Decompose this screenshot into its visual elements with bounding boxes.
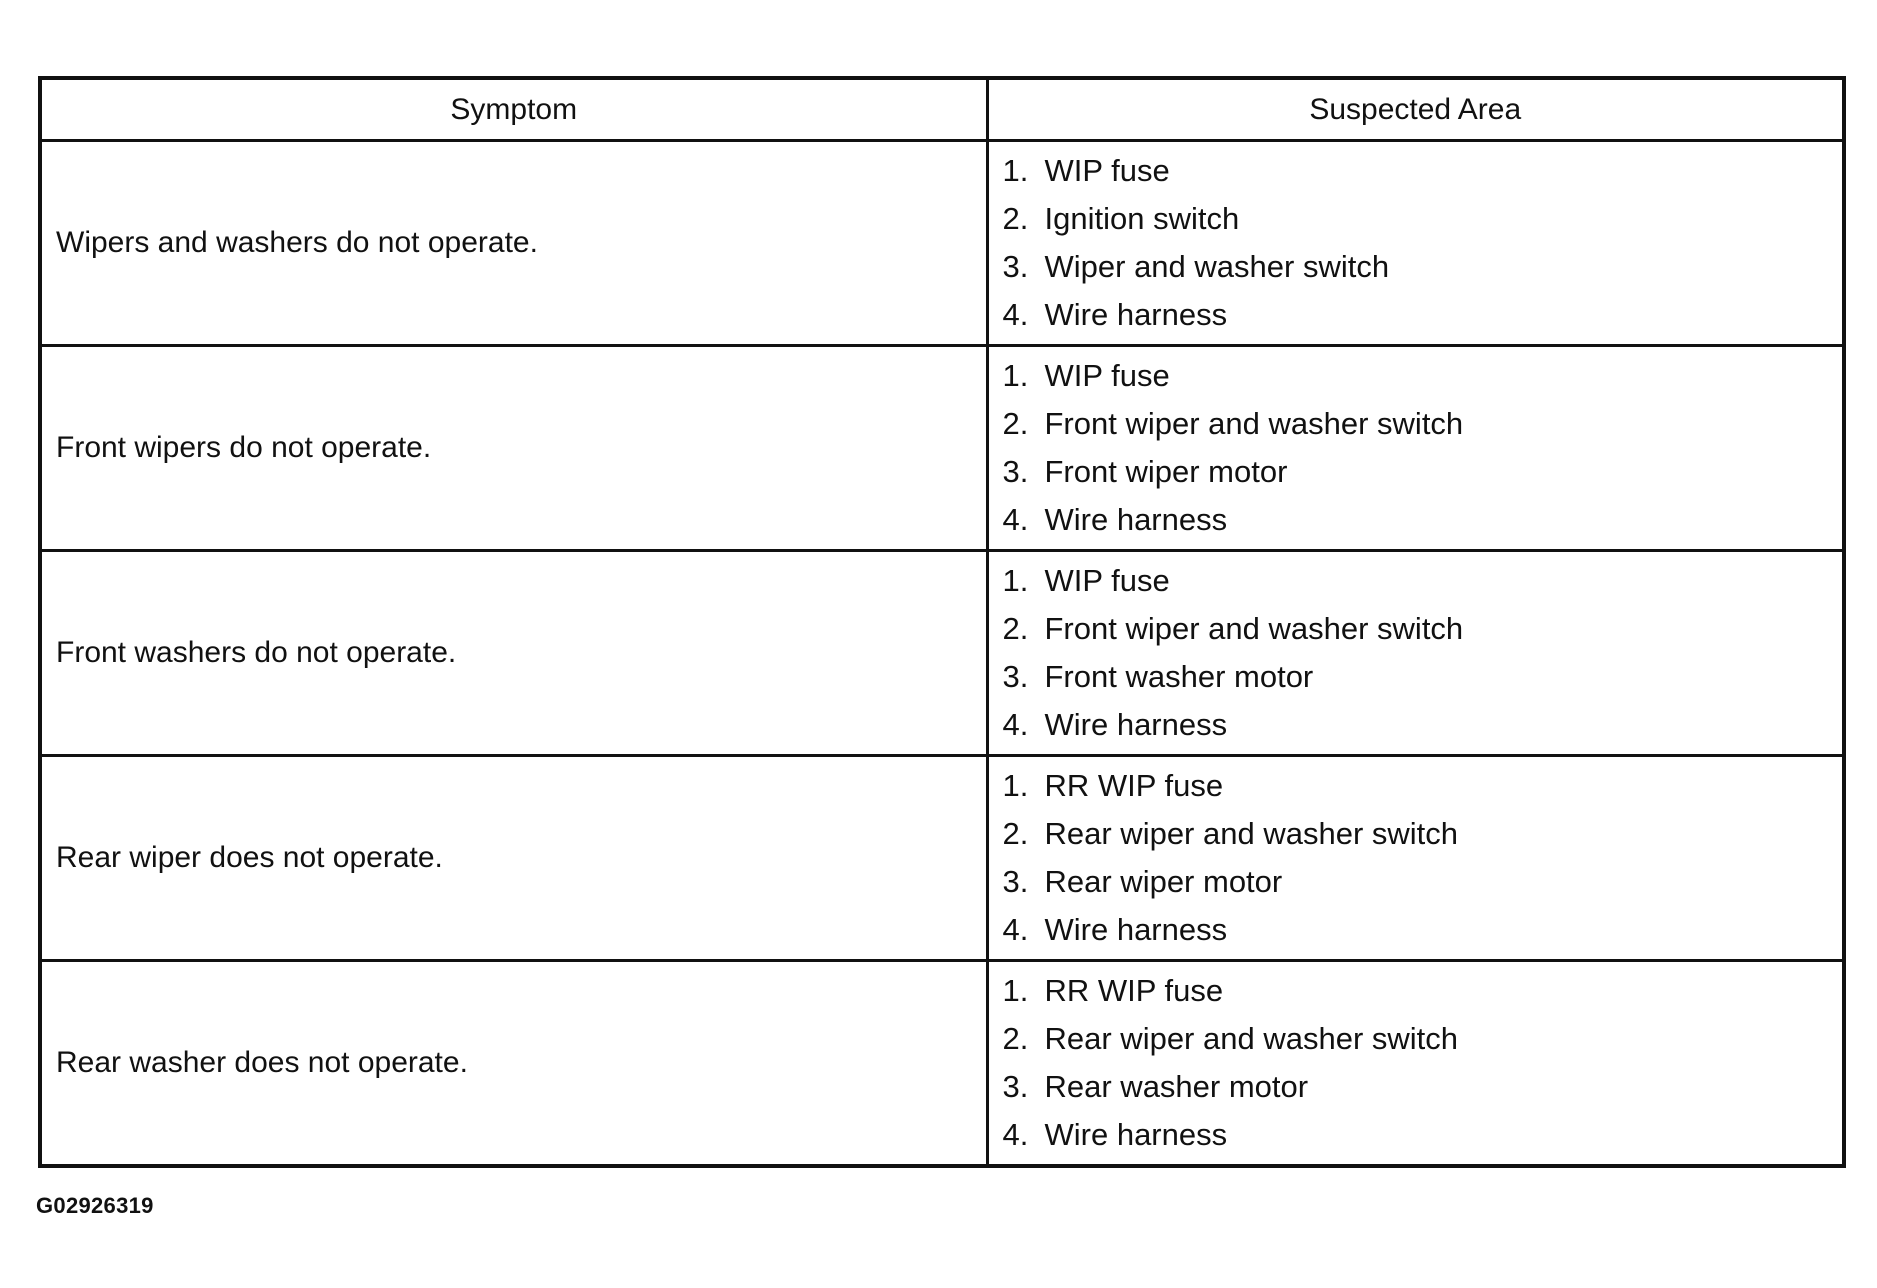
item-text: Wiper and washer switch [1044, 249, 1390, 284]
symptom-cell: Wipers and washers do not operate. [40, 141, 987, 346]
suspected-area-cell [987, 756, 1844, 961]
item-text: Front washer motor [1044, 659, 1314, 694]
item-text: Wire harness [1044, 502, 1228, 537]
list-item [1003, 243, 1843, 291]
table-row [40, 961, 1844, 1167]
item-text: Front wiper motor [1044, 454, 1288, 489]
list-item [1003, 1015, 1843, 1063]
item-text: Wire harness [1044, 707, 1228, 742]
table-row [40, 141, 1844, 346]
symptom-table [38, 76, 1846, 1168]
item-text: Rear wiper and washer switch [1044, 816, 1459, 851]
item-number: 4. [1002, 912, 1029, 947]
suspected-area-cell [987, 551, 1844, 756]
item-text: WIP fuse [1044, 153, 1170, 188]
table-row [40, 756, 1844, 961]
figure-code: G02926319 [36, 1193, 154, 1218]
item-number: 2. [1002, 611, 1029, 646]
list-item [1003, 291, 1843, 339]
symptom-cell: Rear washer does not operate. [40, 961, 987, 1167]
item-number: 2. [1002, 406, 1029, 441]
suspected-area-list [1003, 352, 1843, 544]
suspected-area-list [1003, 557, 1843, 749]
suspected-area-cell [987, 346, 1844, 551]
symptom-cell: Front washers do not operate. [40, 551, 987, 756]
item-text: Front wiper and washer switch [1044, 406, 1464, 441]
list-item [1003, 147, 1843, 195]
list-item [1003, 1111, 1843, 1159]
header-symptom: Symptom [40, 78, 987, 141]
list-item [1003, 967, 1843, 1015]
table-row [40, 346, 1844, 551]
table-row [40, 551, 1844, 756]
symptom-cell: Front wipers do not operate. [40, 346, 987, 551]
suspected-area-cell [987, 961, 1844, 1167]
item-text: RR WIP fuse [1044, 973, 1224, 1008]
item-number: 2. [1002, 816, 1029, 851]
suspected-area-list [1003, 762, 1843, 954]
list-item [1003, 762, 1843, 810]
item-number: 4. [1002, 502, 1029, 537]
list-item [1003, 1063, 1843, 1111]
item-text: Wire harness [1044, 297, 1228, 332]
item-text: Rear wiper and washer switch [1044, 1021, 1459, 1056]
item-text: Front wiper and washer switch [1044, 611, 1464, 646]
item-number: 2. [1002, 201, 1029, 236]
item-text: Rear wiper motor [1044, 864, 1283, 899]
item-text: Wire harness [1044, 1117, 1228, 1152]
list-item [1003, 352, 1843, 400]
item-text: Rear washer motor [1044, 1069, 1309, 1104]
item-text: WIP fuse [1044, 358, 1170, 393]
suspected-area-list [1003, 967, 1843, 1159]
list-item [1003, 858, 1843, 906]
suspected-area-cell [987, 141, 1844, 346]
list-item [1003, 400, 1843, 448]
item-text: Ignition switch [1044, 201, 1240, 236]
item-number: 3. [1002, 864, 1029, 899]
item-number: 1. [1002, 153, 1029, 188]
list-item [1003, 906, 1843, 954]
list-item [1003, 557, 1843, 605]
item-number: 4. [1002, 1117, 1029, 1152]
item-text: WIP fuse [1044, 563, 1170, 598]
table-header-row [40, 78, 1844, 141]
suspected-area-list [1003, 147, 1843, 339]
list-item [1003, 810, 1843, 858]
item-number: 3. [1002, 659, 1029, 694]
item-number: 1. [1002, 973, 1029, 1008]
item-number: 1. [1002, 768, 1029, 803]
item-number: 4. [1002, 707, 1029, 742]
header-suspected-area: Suspected Area [987, 78, 1844, 141]
item-number: 3. [1002, 249, 1029, 284]
list-item [1003, 653, 1843, 701]
list-item [1003, 496, 1843, 544]
list-item [1003, 195, 1843, 243]
item-text: RR WIP fuse [1044, 768, 1224, 803]
list-item [1003, 701, 1843, 749]
item-number: 3. [1002, 454, 1029, 489]
item-number: 4. [1002, 297, 1029, 332]
list-item [1003, 448, 1843, 496]
item-number: 2. [1002, 1021, 1029, 1056]
item-number: 3. [1002, 1069, 1029, 1104]
symptom-cell: Rear wiper does not operate. [40, 756, 987, 961]
item-number: 1. [1002, 563, 1029, 598]
item-text: Wire harness [1044, 912, 1228, 947]
item-number: 1. [1002, 358, 1029, 393]
list-item [1003, 605, 1843, 653]
